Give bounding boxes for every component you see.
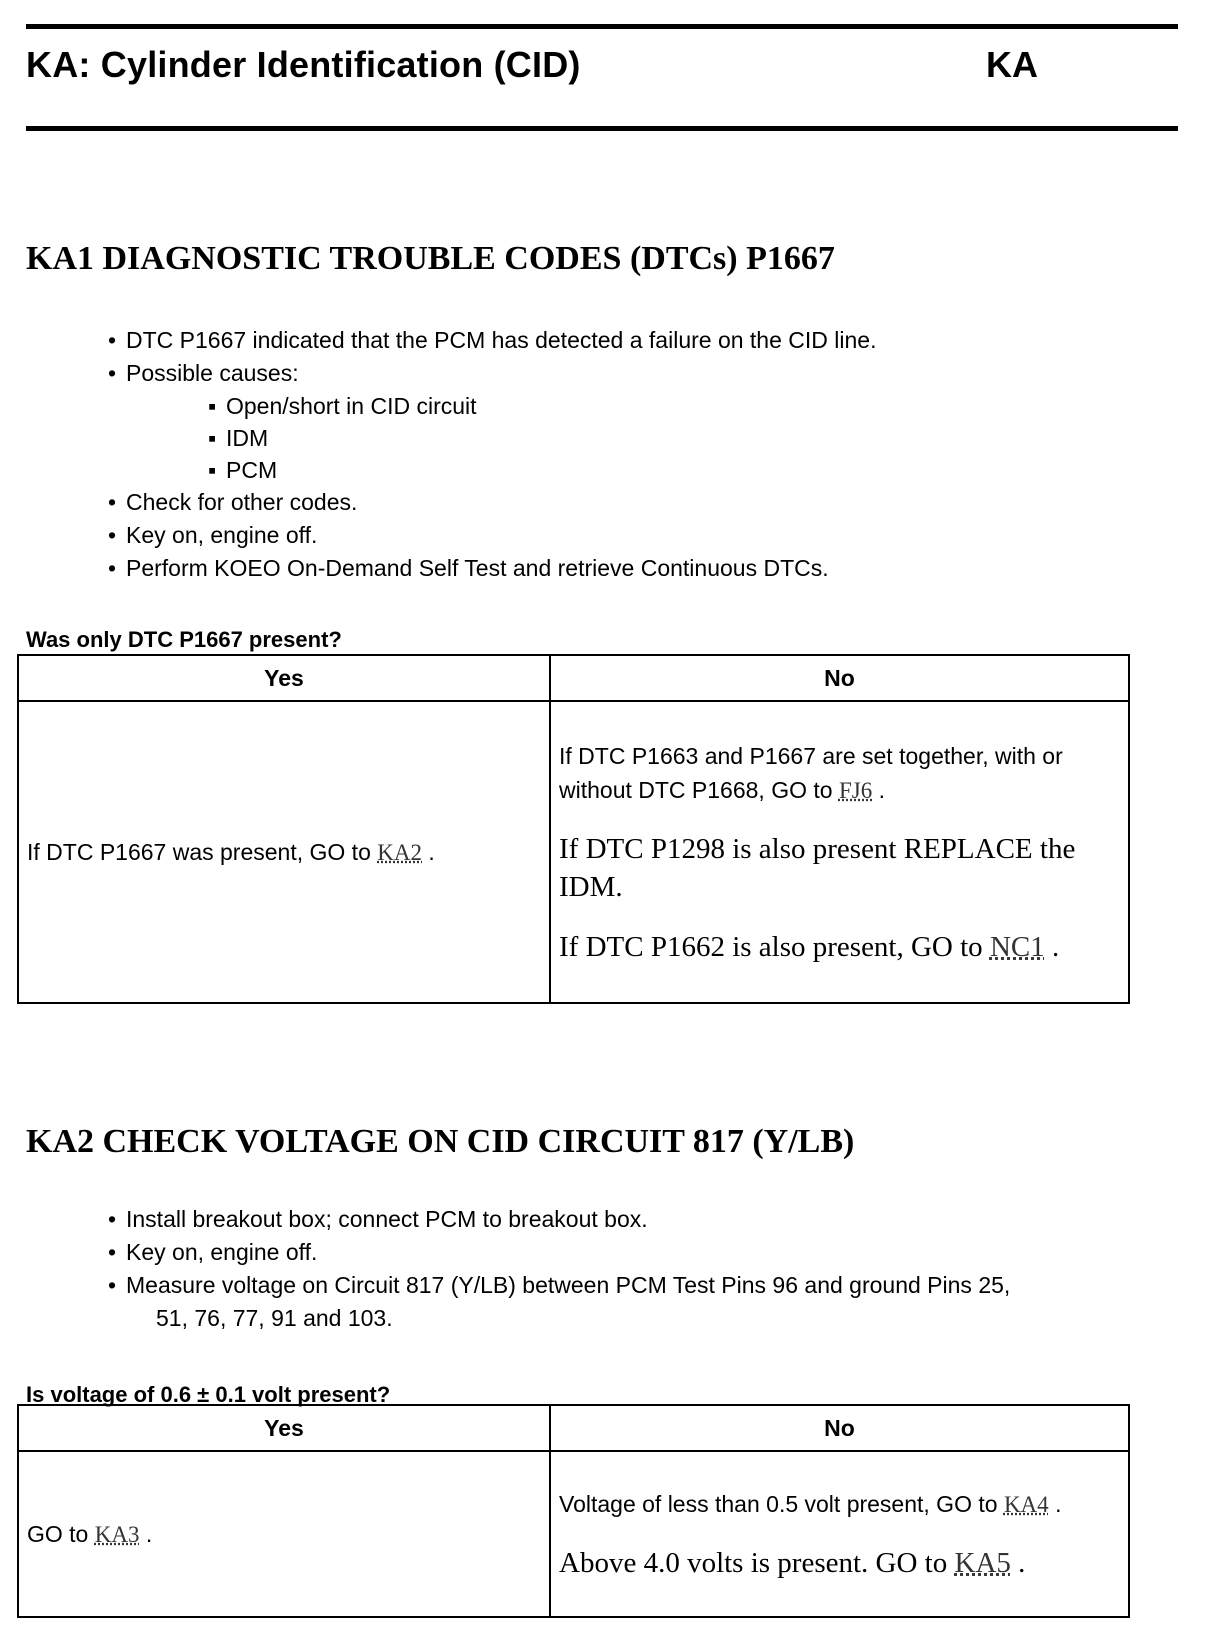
link-nc1[interactable]: NC1: [989, 930, 1045, 963]
ka2-no-text-2: Above 4.0 volts is present. GO to: [559, 1546, 948, 1579]
ka1-no-text-3: If DTC P1662 is also present, GO to: [559, 930, 983, 963]
ka1-heading: KA1 DIAGNOSTIC TROUBLE CODES (DTCs) P1667: [26, 240, 835, 277]
ka1-no-text-2: If DTC P1298 is also present REPLACE the IDM.: [559, 832, 1076, 903]
ka1-no-cell: [550, 701, 1129, 1003]
period: .: [878, 776, 885, 803]
no-column-header: No: [550, 655, 1129, 701]
link-ka2[interactable]: KA2: [377, 839, 422, 865]
link-fj6[interactable]: FJ6: [838, 777, 873, 803]
yes-column-header: Yes: [18, 655, 550, 701]
ka1-decision-table: [17, 654, 1130, 1004]
ka2-yes-cell: [18, 1451, 550, 1617]
link-ka4[interactable]: KA4: [1003, 1491, 1049, 1517]
list-item: • Measure voltage on Circuit 817 (Y/LB) between PCM Test Pins 96 and ground Pins 25,: [108, 1269, 1010, 1302]
link-ka5[interactable]: KA5: [954, 1546, 1011, 1579]
sub-list-item: ▪ PCM: [108, 454, 876, 486]
ka2-no-text-1: Voltage of less than 0.5 volt present, GO to: [559, 1490, 998, 1517]
list-item: • Possible causes:: [108, 357, 876, 390]
table-row: [18, 701, 1129, 1003]
document-title: KA: Cylinder Identification (CID): [26, 44, 581, 85]
period: .: [1018, 1546, 1026, 1579]
table-row: [18, 1451, 1129, 1617]
ka1-bullet-list: [108, 324, 876, 585]
sub-list-item: ▪ IDM: [108, 422, 876, 454]
ka2-yes-text: GO to: [27, 1520, 89, 1547]
sub-list-item: ▪ Open/short in CID circuit: [108, 390, 876, 422]
table-header-row: [18, 1405, 1129, 1451]
list-item: • Perform KOEO On-Demand Self Test and retrieve Continuous DTCs.: [108, 552, 876, 585]
period: .: [1051, 930, 1060, 963]
list-item: • Check for other codes.: [108, 486, 876, 519]
ka2-question: Is voltage of 0.6 ± 0.1 volt present?: [26, 1382, 391, 1407]
list-item: • Key on, engine off.: [108, 519, 876, 552]
ka2-heading: KA2 CHECK VOLTAGE ON CID CIRCUIT 817 (Y/LB): [26, 1123, 855, 1160]
list-item-continuation: 51, 76, 77, 91 and 103.: [156, 1305, 393, 1331]
ka2-no-cell: [550, 1451, 1129, 1617]
table-header-row: [18, 655, 1129, 701]
top-rule: [26, 24, 1178, 29]
no-column-header: No: [550, 1405, 1129, 1451]
list-item: • Key on, engine off.: [108, 1236, 1010, 1269]
yes-column-header: Yes: [18, 1405, 550, 1451]
ka1-no-text-1: If DTC P1663 and P1667 are set together, with or without DTC P1668, GO to: [559, 742, 1063, 803]
period: .: [1055, 1490, 1062, 1517]
period: .: [145, 1520, 153, 1547]
list-item: • DTC P1667 indicated that the PCM has detected a failure on the CID line.: [108, 324, 876, 357]
list-item: • Install breakout box; connect PCM to breakout box.: [108, 1203, 1010, 1236]
ka1-question: Was only DTC P1667 present?: [26, 627, 342, 652]
document-code: KA: [986, 44, 1038, 85]
ka1-yes-text: If DTC P1667 was present, GO to: [27, 838, 371, 865]
link-ka3[interactable]: KA3: [94, 1521, 140, 1547]
ka1-yes-cell: [18, 701, 550, 1003]
ka2-bullet-list: [108, 1203, 1010, 1335]
period: .: [428, 838, 435, 865]
ka2-decision-table: [17, 1404, 1130, 1618]
header-bottom-rule: [26, 126, 1178, 131]
